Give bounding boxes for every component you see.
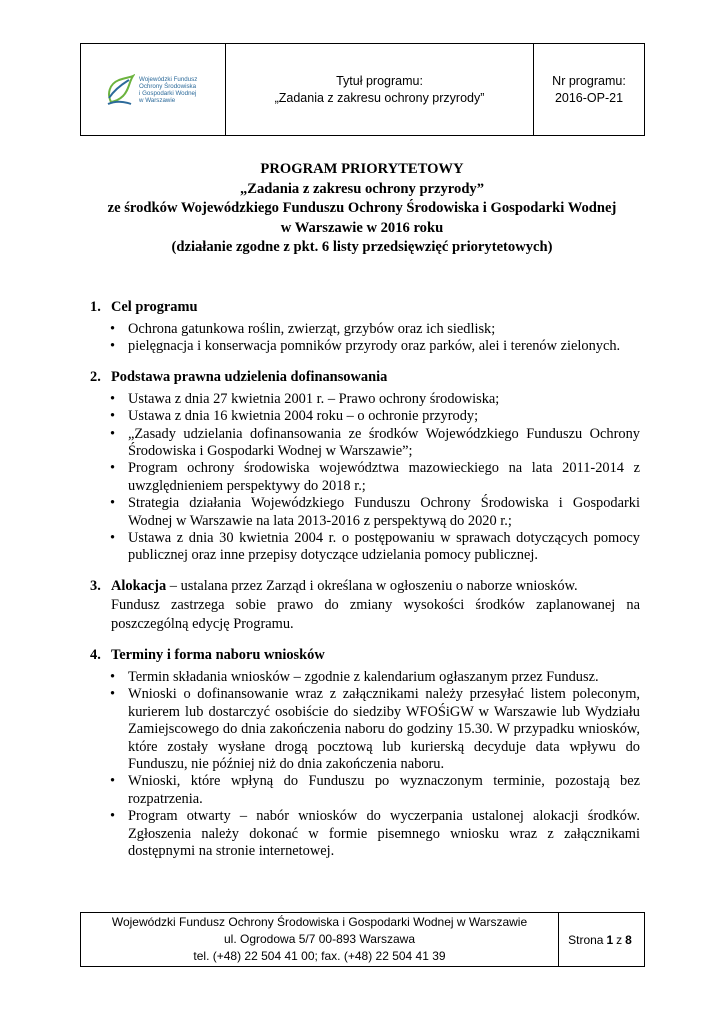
section-3	[90, 577, 640, 634]
page-label: Strona	[568, 932, 604, 947]
footer-line: Wojewódzki Fundusz Ochrony Środowiska i Gospodarki Wodnej w Warszawie	[111, 915, 528, 929]
logo-text-line: Wojewódzki Fundusz	[139, 75, 198, 83]
wfosigw-logo	[105, 74, 201, 106]
logo-text-line: w Warszawie	[139, 96, 176, 104]
page-separator: z	[616, 932, 623, 947]
list-item: • „Zasady udzielania dofinansowania ze środków Wojewódzkiego Funduszu Ochrony Środowiska i Gospodarki Wodnej w Warszawie”;	[110, 426, 640, 461]
list-item: • Ustawa z dnia 27 kwietnia 2001 r. – Prawo ochrony środowiska;	[110, 391, 640, 408]
logo-text-line: Ochrony Środowiska	[139, 82, 197, 90]
program-title-cell	[226, 44, 534, 135]
section-number: 1.	[90, 299, 101, 315]
list-item: • Wnioski, które wpłyną do Funduszu po wyznaczonym terminie, pozostają bez rozpatrzenia.	[110, 773, 640, 808]
bullet-list	[90, 391, 640, 565]
bullet-list	[90, 321, 640, 356]
section-2	[90, 368, 640, 565]
footer-line: ul. Ogrodowa 5/7 00-893 Warszawa	[224, 932, 415, 946]
bullet-list	[90, 669, 640, 860]
logo-text	[139, 76, 201, 104]
footer-line: tel. (+48) 22 504 41 00; fax. (+48) 22 504 41 39	[193, 949, 446, 963]
logo-cell	[81, 44, 226, 135]
program-number-label: Nr programu:	[552, 73, 626, 88]
header-table	[80, 43, 645, 136]
section-paragraph: Fundusz zastrzega sobie prawo do zmiany wysokości środków zaplanowanej na poszczególną edycję Programu.	[111, 596, 640, 632]
list-item: • Termin składania wniosków – zgodnie z kalendarium ogłaszanym przez Fundusz.	[110, 669, 640, 686]
section-number: 3.	[90, 577, 101, 594]
section-title: Cel programu	[111, 299, 198, 315]
section-4	[90, 646, 640, 860]
list-item: • Ustawa z dnia 30 kwietnia 2004 r. o postępowaniu w sprawach dotyczących pomocy publicznej oraz inne przepisy dotyczące udzielania pomocy publicznej.	[110, 530, 640, 565]
document-title	[82, 160, 642, 258]
title-line: ze środków Wojewódzkiego Funduszu Ochrony Środowiska i Gospodarki Wodnej	[107, 200, 617, 216]
list-item: • Program ochrony środowiska województwa mazowieckiego na lata 2011-2014 z uwzględnieniem perspektywy do 2018 r.;	[110, 460, 640, 495]
page-total: 8	[625, 932, 632, 947]
section-title: Podstawa prawna udzielenia dofinansowania	[111, 368, 388, 385]
list-item: • Strategia działania Wojewódzkiego Funduszu Ochrony Środowiska i Gospodarki Wodnej w Warszawie na lata 2013-2016 z perspektywą do 2020 r.;	[110, 495, 640, 530]
title-line: „Zadania z zakresu ochrony przyrody”	[239, 180, 485, 197]
list-item: • pielęgnacja i konserwacja pomników przyrody oraz parków, alei i terenów zielonych.	[110, 338, 640, 355]
section-lead-text: – ustalana przez Zarząd i określana w ogłoszeniu o naborze wniosków.	[166, 577, 578, 594]
title-line: (działanie zgodne z pkt. 6 listy przedsięwzięć priorytetowych)	[171, 239, 553, 255]
footer-table	[80, 912, 645, 967]
list-item: • Ochrona gatunkowa roślin, zwierząt, grzybów oraz ich siedlisk;	[110, 321, 640, 338]
title-line: PROGRAM PRIORYTETOWY	[260, 161, 464, 177]
list-item: • Wnioski o dofinansowanie wraz z załącznikami należy przesyłać listem poleconym, kurierem lub dostarczyć osobiście do siedziby WFOŚiGW w Warszawie lub Wydziału Zamiejscowego do dnia zakończenia naboru do godziny 15.30. W przypadku wniosków, które zostały wysłane drogą pocztową lub kurierską decyduje data wpływu do Funduszu, nie później niż do dnia zakończenia naboru.	[110, 686, 640, 773]
program-title-value: „Zadania z zakresu ochrony przyrody”	[274, 90, 485, 105]
footer-address	[81, 913, 559, 966]
section-title: Terminy i forma naboru wniosków	[111, 646, 325, 663]
page-current: 1	[606, 932, 614, 947]
leaf-logo-icon	[105, 74, 135, 106]
section-number: 2.	[90, 368, 101, 385]
program-number-cell	[534, 44, 644, 135]
title-line: w Warszawie w 2016 roku	[280, 219, 444, 236]
section-number: 4.	[90, 646, 101, 663]
section-1	[90, 298, 640, 356]
program-number-value: 2016-OP-21	[554, 90, 624, 105]
list-item: • Ustawa z dnia 16 kwietnia 2004 roku – o ochronie przyrody;	[110, 408, 640, 425]
section-text	[111, 577, 578, 596]
list-item: • Program otwarty – nabór wniosków do wyczerpania ustalonej alokacji środków. Zgłoszenia należy dokonać w formie pisemnego wniosku wraz z załącznikami dostępnymi na stronie internetowej.	[110, 808, 640, 860]
document-body	[90, 298, 640, 872]
program-title-label: Tytuł programu:	[336, 73, 423, 88]
section-lead: Alokacja	[111, 577, 167, 594]
page-number	[559, 913, 644, 966]
logo-text-line: i Gospodarki Wodnej	[139, 89, 197, 97]
